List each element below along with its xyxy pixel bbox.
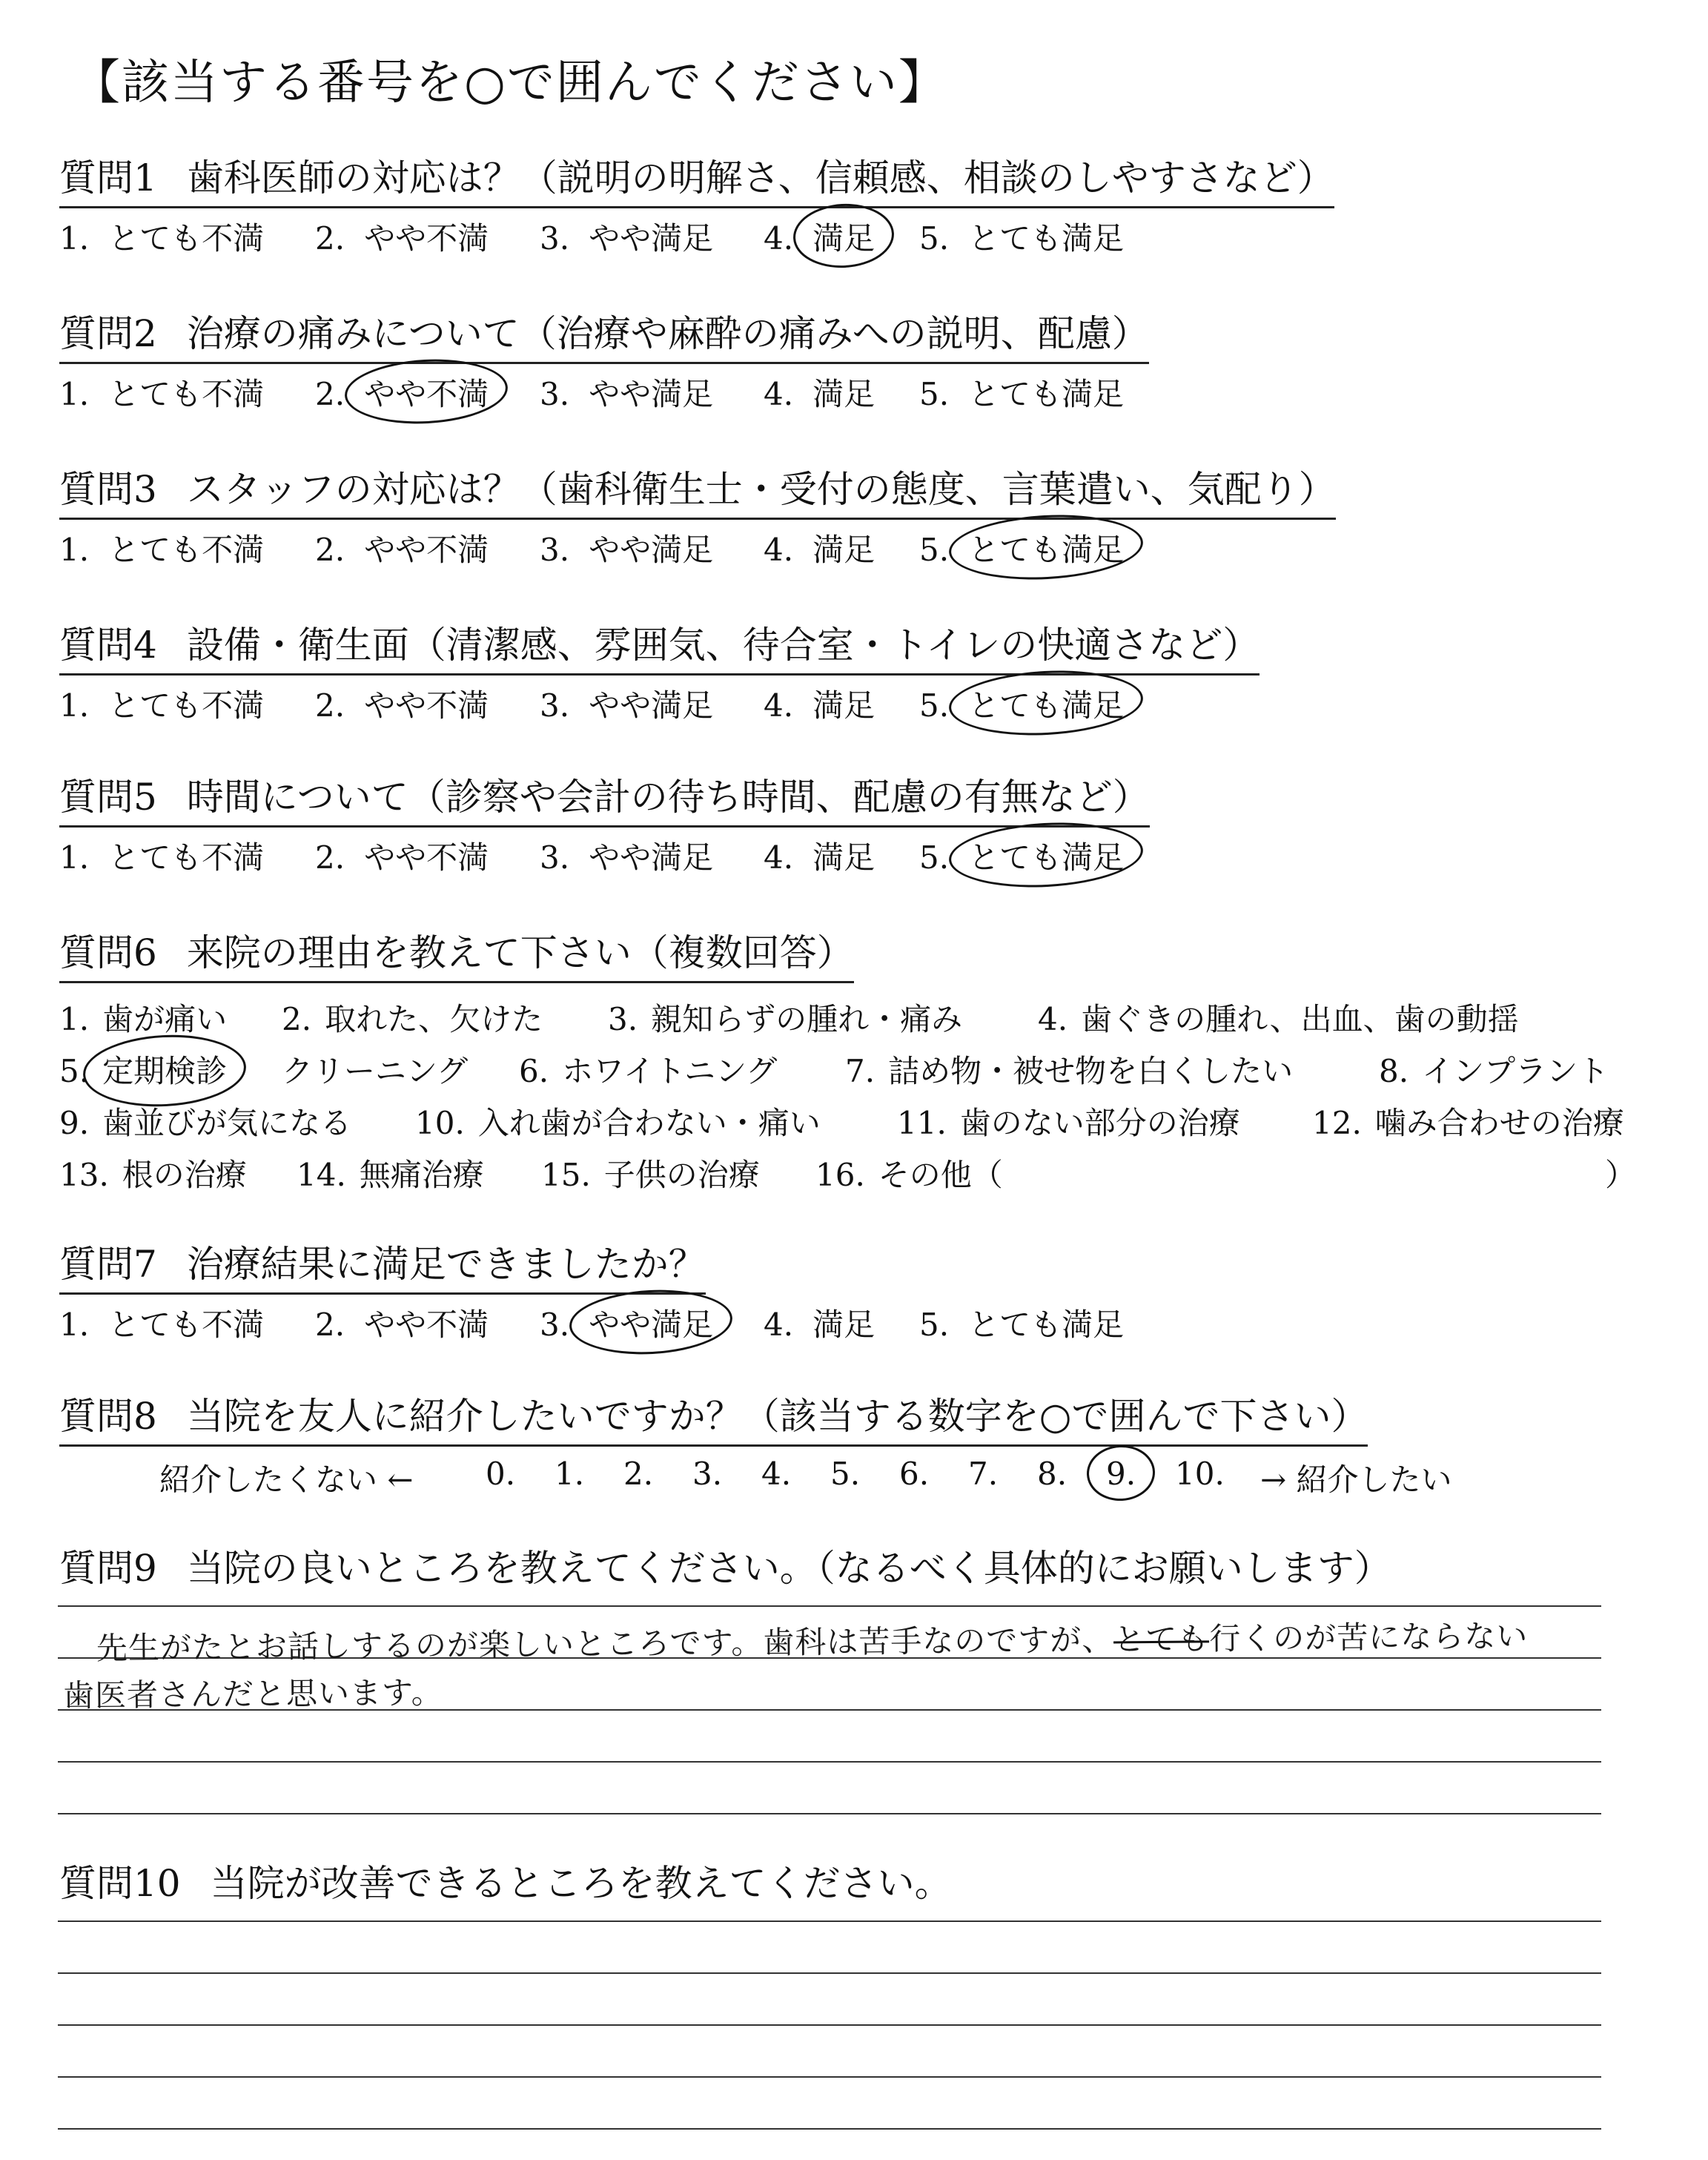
question-text: 設備・衛生面（清潔感、雰囲気、待合室・トイレの快適さなど） <box>186 624 1260 667</box>
scale-9-selected[interactable]: 9. <box>1106 1456 1136 1492</box>
question-3 <box>59 460 1616 570</box>
selected-answer-circle: やや不満 <box>364 370 489 415</box>
question-title <box>59 1854 952 1912</box>
reason-11[interactable]: 11. 歯のない部分の治療 <box>897 1105 1240 1141</box>
answer-line <box>58 1761 1601 1763</box>
question-9 <box>59 1539 1616 1596</box>
option-4[interactable]: 4. 満足 <box>764 376 875 412</box>
question-title <box>59 1539 1391 1596</box>
option-5[interactable]: 5. とても満足 <box>919 526 1124 570</box>
option-3[interactable]: 3. やや満足 <box>540 376 714 412</box>
question-text: 治療の痛みについて（治療や麻酔の痛みへの説明、配慮） <box>186 312 1149 355</box>
question-number: 質問9 <box>59 1547 157 1590</box>
answer-line <box>58 1605 1601 1607</box>
question-1 <box>59 148 1616 259</box>
reason-16[interactable]: 16. その他（ <box>815 1157 1003 1193</box>
scale-4[interactable]: 4. <box>761 1456 792 1492</box>
question-number: 質問10 <box>59 1862 181 1905</box>
scale-right-label: → 紹介したい <box>1260 1462 1452 1498</box>
question-text: スタッフの対応は？（歯科衛生士・受付の態度、言葉遣い、気配り） <box>186 468 1336 511</box>
option-2[interactable]: 2. やや不満 <box>315 839 489 876</box>
recommend-scale <box>59 1456 1616 1500</box>
option-1[interactable]: 1. とても不満 <box>59 376 265 412</box>
selected-answer-circle: 満足 <box>812 214 875 259</box>
scale-0[interactable]: 0. <box>486 1456 516 1492</box>
answer-line <box>58 1813 1601 1814</box>
reason-9[interactable]: 9. 歯並びが気になる <box>59 1105 352 1141</box>
reason-7[interactable]: 7. 詰め物・被せ物を白くしたい <box>845 1053 1294 1089</box>
question-text: 治療結果に満足できましたか？ <box>186 1243 706 1286</box>
answer-line <box>58 2128 1601 2130</box>
option-4[interactable]: 4. 満足 <box>764 1307 875 1343</box>
scale-5[interactable]: 5. <box>830 1456 861 1492</box>
question-text: 歯科医師の対応は？（説明の明解さ、信頼感、相談のしやすさなど） <box>186 156 1334 199</box>
option-3[interactable]: 3. やや満足 <box>540 220 714 257</box>
question-text: 当院が改善できるところを教えてください。 <box>210 1862 952 1905</box>
question-6 <box>59 923 1637 1209</box>
option-row <box>59 214 1616 259</box>
question-text: 当院の良いところを教えてください。（なるべく具体的にお願いします） <box>186 1547 1391 1590</box>
answer-line <box>58 2024 1601 2026</box>
question-title <box>59 923 854 983</box>
reason-10[interactable]: 10. 入れ歯が合わない・痛い <box>415 1105 821 1141</box>
option-1[interactable]: 1. とても不満 <box>59 839 265 876</box>
scale-left-label: 紹介したくない ← <box>159 1462 414 1498</box>
answer-line <box>58 2076 1601 2078</box>
answer-line <box>58 1920 1601 1922</box>
page-title: 【該当する番号を○で囲んでください】 <box>73 56 947 110</box>
scale-7[interactable]: 7. <box>968 1456 999 1492</box>
reason-13[interactable]: 13. 根の治療 <box>59 1157 247 1193</box>
option-3[interactable]: 3. やや満足 <box>540 532 714 568</box>
option-3[interactable]: 3. やや満足 <box>540 839 714 876</box>
option-2[interactable]: 2. やや不満 <box>315 687 489 724</box>
scale-10[interactable]: 10. <box>1175 1456 1225 1492</box>
scale-2[interactable]: 2. <box>623 1456 654 1492</box>
scale-6[interactable]: 6. <box>899 1456 930 1492</box>
option-4[interactable]: 4. 満足 <box>764 839 875 876</box>
option-5[interactable]: 5. とても満足 <box>919 376 1125 412</box>
question-number: 質問5 <box>59 776 157 819</box>
option-row <box>59 681 1616 726</box>
reason-14[interactable]: 14. 無痛治療 <box>297 1157 484 1193</box>
option-1[interactable]: 1. とても不満 <box>59 220 265 257</box>
option-5[interactable]: 5. とても満足 <box>919 1307 1125 1343</box>
question-number: 質問2 <box>59 312 157 355</box>
question-title <box>59 615 1260 676</box>
reason-6[interactable]: 6. ホワイトニング <box>519 1053 778 1089</box>
question-2 <box>59 304 1616 415</box>
selected-answer-circle: とても満足 <box>968 526 1124 570</box>
reason-3[interactable]: 3. 親知らずの腫れ・痛み <box>608 1001 963 1037</box>
answer-line <box>58 1972 1601 1974</box>
question-number: 質問1 <box>59 156 157 199</box>
option-3[interactable]: 3. やや満足 <box>540 687 714 724</box>
reason-8[interactable]: 8. インプラント <box>1379 1053 1609 1089</box>
selected-answer-circle: とても満足 <box>968 681 1124 726</box>
option-4[interactable]: 4. 満足 <box>764 687 875 724</box>
question-title <box>59 460 1336 520</box>
option-row <box>59 833 1616 878</box>
scale-1[interactable]: 1. <box>555 1456 585 1492</box>
question-5 <box>59 767 1616 878</box>
reason-list <box>59 994 1637 1209</box>
question-title <box>59 1235 706 1295</box>
selected-answer-circle: とても満足 <box>968 833 1124 878</box>
question-text: 時間について（診察や会計の待ち時間、配慮の有無など） <box>186 776 1150 819</box>
reason-5[interactable]: 5. 定期検診 <box>59 1046 227 1097</box>
option-2[interactable]: 2. やや不満 <box>315 220 489 257</box>
option-1[interactable]: 1. とても不満 <box>59 687 265 724</box>
option-4[interactable]: 4. 満足 <box>764 532 875 568</box>
reason-15[interactable]: 15. 子供の治療 <box>541 1157 760 1193</box>
question-number: 質問8 <box>59 1395 157 1438</box>
reason-2[interactable]: 2. 取れた、欠けた <box>282 1001 543 1037</box>
question-4 <box>59 615 1616 726</box>
option-2[interactable]: 2. やや不満 <box>315 532 489 568</box>
question-7 <box>59 1235 1616 1345</box>
question-title <box>59 1387 1368 1447</box>
reason-5-sub[interactable]: クリーニング <box>282 1053 469 1089</box>
option-1[interactable]: 1. とても不満 <box>59 1307 265 1343</box>
reason-16-close: ） <box>1605 1157 1637 1193</box>
question-title <box>59 148 1334 208</box>
selected-answer-circle: 定期検診 <box>102 1046 227 1097</box>
option-5[interactable]: 5. とても満足 <box>919 220 1125 257</box>
scale-3[interactable]: 3. <box>692 1456 723 1492</box>
option-2[interactable]: 2. やや不満 <box>315 1307 489 1343</box>
option-1[interactable]: 1. とても不満 <box>59 532 265 568</box>
option-5[interactable]: 5. とても満足 <box>919 833 1124 878</box>
reason-12[interactable]: 12. 噛み合わせの治療 <box>1312 1105 1624 1141</box>
option-4[interactable]: 4. 満足 <box>764 214 875 259</box>
question-text: 来院の理由を教えて下さい（複数回答） <box>186 931 854 974</box>
question-number: 質問6 <box>59 931 157 974</box>
question-number: 質問4 <box>59 624 157 667</box>
option-3[interactable]: 3. やや満足 <box>540 1301 713 1345</box>
question-number: 質問3 <box>59 468 157 511</box>
option-row <box>59 526 1616 570</box>
selected-answer-circle: やや満足 <box>589 1301 713 1345</box>
question-text: 当院を友人に紹介したいですか？（該当する数字を○で囲んで下さい） <box>186 1395 1368 1438</box>
option-row <box>59 1301 1616 1345</box>
handwritten-answer-line-1[interactable]: 先生がたとお話しするのが楽しいところです。歯科は苦手なのですが、とても行くのが苦にならない <box>96 1617 1529 1667</box>
option-2[interactable]: 2. やや不満 <box>315 370 489 415</box>
reason-1[interactable]: 1. 歯が痛い <box>59 1001 228 1037</box>
option-row <box>59 370 1616 415</box>
scale-8[interactable]: 8. <box>1037 1456 1068 1492</box>
handwritten-answer-line-2[interactable]: 歯医者さんだと思います。 <box>62 1674 443 1714</box>
question-8 <box>59 1387 1616 1500</box>
question-10 <box>59 1854 1616 1912</box>
struck-word: とても <box>1113 1620 1210 1658</box>
question-title <box>59 767 1150 828</box>
option-5[interactable]: 5. とても満足 <box>919 681 1124 726</box>
question-number: 質問7 <box>59 1243 157 1286</box>
reason-4[interactable]: 4. 歯ぐきの腫れ、出血、歯の動揺 <box>1038 1001 1519 1037</box>
question-title <box>59 304 1149 364</box>
